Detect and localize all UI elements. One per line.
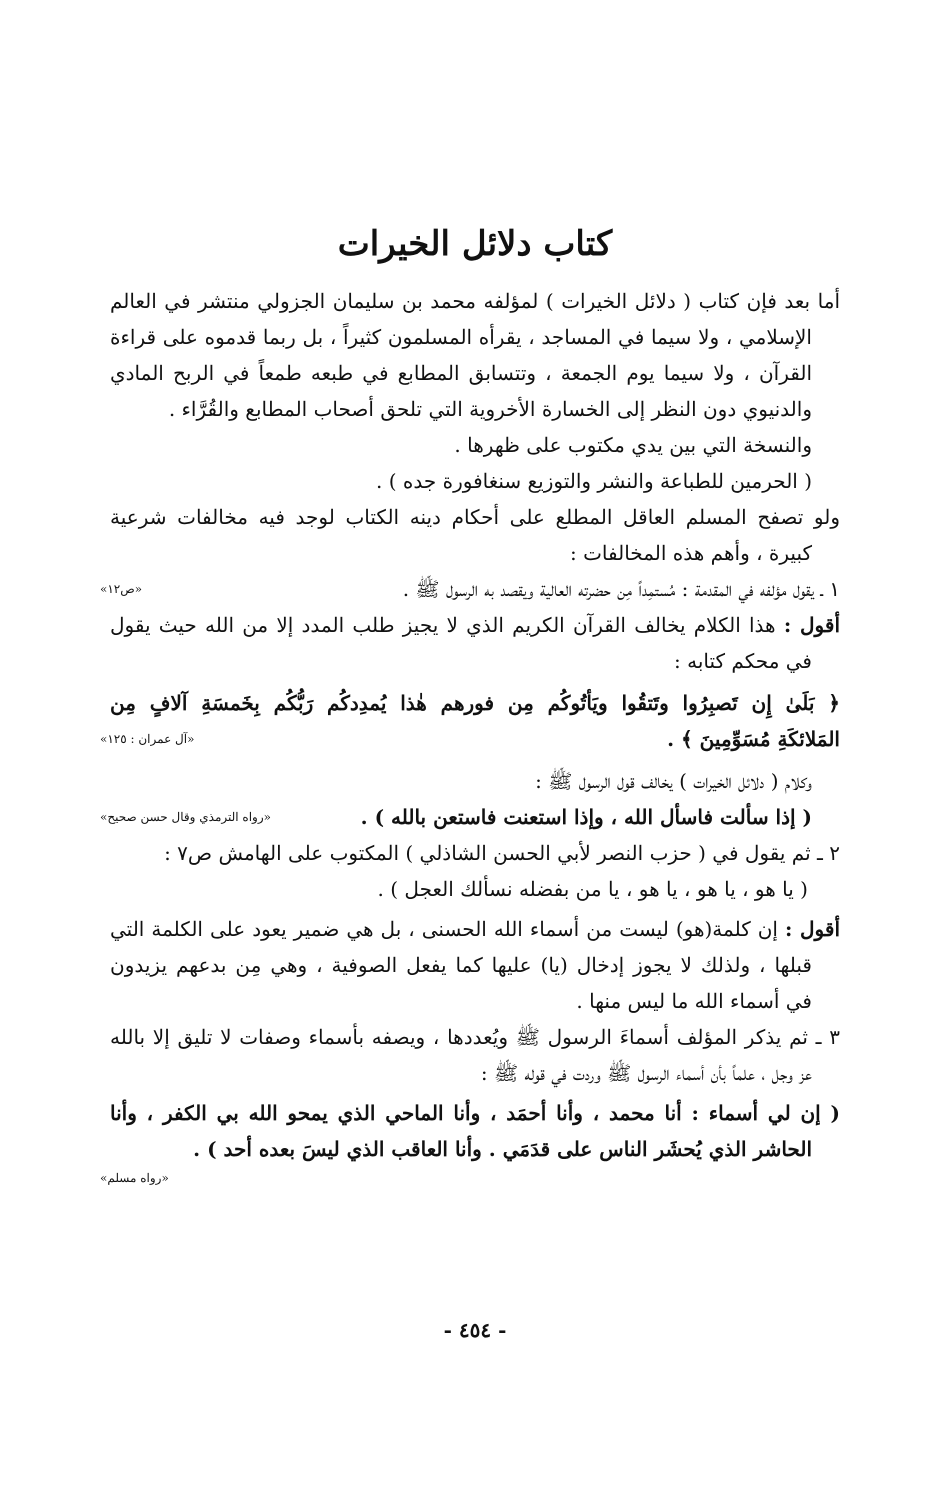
paragraph-line: والنسخة التي بين يدي مكتوب على ظهرها . [454, 433, 812, 457]
paragraph-line: كبيرة ، وأهم هذه المخالفات : [569, 541, 812, 565]
paragraph-line: في محكم كتابه : [674, 649, 812, 673]
item-3-line: ٣ ـ ثم يذكر المؤلف أسماءَ الرسول ﷺ ويُعددها ، ويصفه بأسماء وصفات لا تليق إلا بالله [110, 1025, 840, 1049]
aqul-label: أقول : [785, 917, 840, 941]
hadith-line: ( إذا سألت فاسأل الله ، وإذا استعنت فاستعن بالله ) . [360, 805, 812, 829]
hadith-line: الحاشر الذي يُحشَر الناس على قدَمَي . وأنا العاقب الذي ليسَ بعده أحد ) . [193, 1137, 812, 1161]
aqul-label: أقول : [783, 613, 840, 637]
hadith-line: ( إن لي أسماء : أنا محمد ، وأنا أحمَد ، وأنا الماحي الذي يمحو الله بي الكفر ، وأنا [110, 1101, 840, 1125]
paragraph-line: وكلام ( دلائل الخيرات ) يخالف قول الرسول ﷺ : [535, 769, 812, 793]
hadith-reference: «رواه مسلم» [100, 1171, 169, 1185]
page-reference: «ص١٢» [100, 582, 143, 596]
page-number: - ٤٥٤ - [443, 1318, 507, 1342]
commentary-line [110, 912, 840, 946]
paragraph-line: عز وجل ، علماً بأن أسماء الرسول ﷺ وردت في قوله ﷺ : [480, 1061, 812, 1085]
commentary-text: إن كلمة(هو) ليست من أسماء الله الحسنى ، بل هي ضمير يعود على الكلمة التي [110, 917, 778, 941]
paragraph-line: قبلها ، ولذلك لا يجوز إدخال (يا) عليها كما يفعل الصوفية ، وهي مِن بدعهم يزيدون [110, 953, 812, 977]
paragraph-line: الإسلامي ، ولا سيما في المساجد ، يقرأه المسلمون كثيراً ، بل ربما قدموه على قراءة [110, 325, 812, 349]
hadith-reference: «رواه الترمذي وقال حسن صحيح» [100, 810, 271, 824]
paragraph-line: ولو تصفح المسلم العاقل المطلع على أحكام دينه الكتاب لوجد فيه مخالفات شرعية [110, 505, 840, 529]
item-2-line: ٢ ـ ثم يقول في ( حزب النصر لأبي الحسن الشاذلي ) المكتوب على الهامش ص٧ : [164, 841, 840, 865]
item-1-line: ١ ـ يقول مؤلفه في المقدمة : مُستمِداً مِن حضرته العالية ويقصد به الرسول ﷺ . [402, 577, 840, 601]
commentary-text: هذا الكلام يخالف القرآن الكريم الذي لا يجيز طلب المدد إلا من الله حيث يقول [110, 613, 776, 637]
paragraph-line: أما بعد فإن كتاب ( دلائل الخيرات ) لمؤلفه محمد بن سليمان الجزولي منتشر في العالم [110, 289, 840, 313]
paragraph-line: القرآن ، ولا سيما يوم الجمعة ، وتتسابق المطابع في طبعه طمعاً في الربح المادي [110, 361, 812, 385]
quran-verse-line: ﴿ بَلَىٰ إِن تَصبِرُوا وتَتقُوا ويَأتُوكُم مِن فورهم هٰذا يُمدِدكُم رَبُّكُم بِخَمسَةِ آلافٍ مِن [110, 691, 840, 715]
verse-reference: «آل عمران : ١٢٥» [100, 732, 195, 746]
commentary-line [110, 608, 840, 642]
paragraph-line: ( يا هو ، يا هو ، يا هو ، يا من بفضله نسألك العجل ) . [377, 877, 808, 901]
page-title: كتاب دلائل الخيرات [337, 224, 613, 264]
paragraph-line: في أسماء الله ما ليس منها . [576, 989, 812, 1013]
paragraph-line: والدنيوي دون النظر إلى الخسارة الأخروية التي تلحق أصحاب المطابع والقُرَّاء . [168, 397, 812, 421]
paragraph-line: ( الحرمين للطباعة والنشر والتوزيع سنغافورة جده ) . [376, 469, 812, 493]
quran-verse-line: المَلائكَةِ مُسَوِّمِينَ ﴾ . [667, 727, 840, 751]
